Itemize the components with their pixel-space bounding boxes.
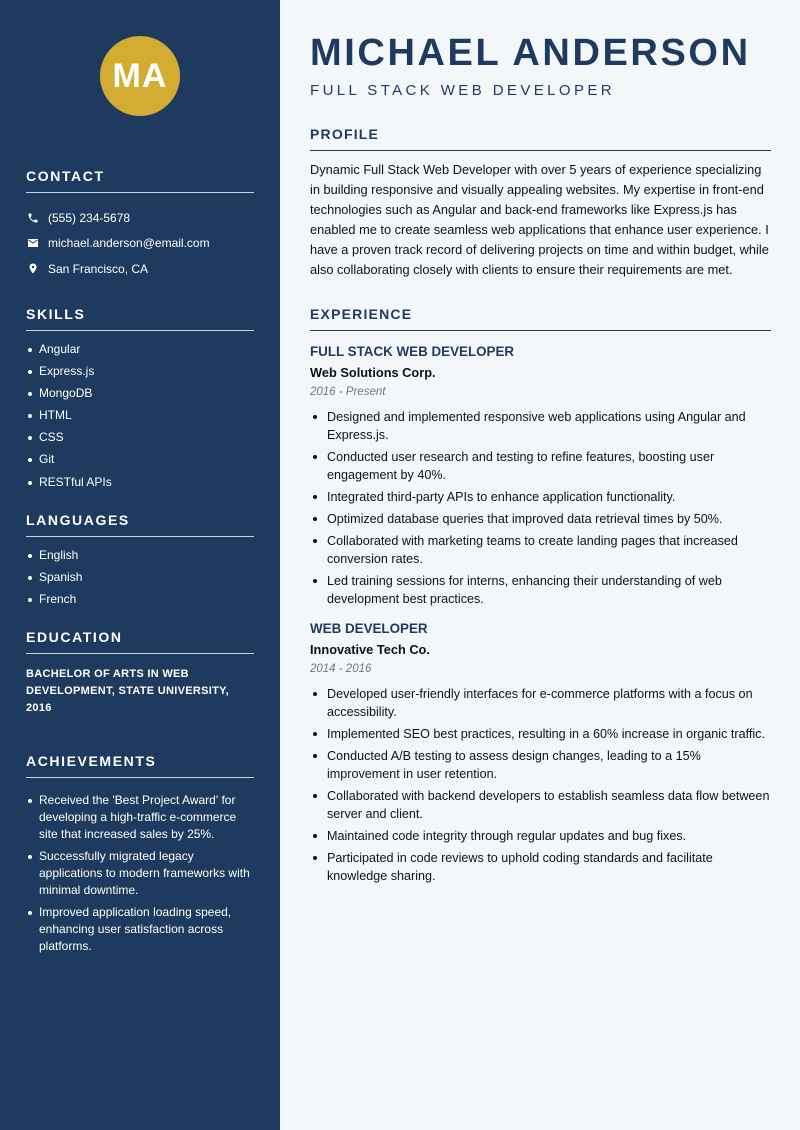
phone-icon (26, 211, 40, 225)
skills-heading: SKILLS (26, 306, 254, 331)
job-bullet: Integrated third-party APIs to enhance application functionality. (310, 488, 771, 506)
language-item: Spanish (26, 569, 254, 586)
job-dates: 2016 - Present (310, 386, 386, 398)
education-degree: BACHELOR OF ARTS IN WEB DEVELOPMENT, STATE UNIVERSITY, 2016 (26, 668, 229, 714)
skill-item: Git (26, 451, 254, 468)
contact-email (26, 231, 254, 257)
achievement-item: Successfully migrated legacy applications to modern frameworks with minimal downtime. (26, 848, 254, 899)
achievements-section (26, 753, 254, 955)
job-bullet: Conducted A/B testing to assess design changes, leading to a 15% improvement in user retention. (310, 747, 771, 783)
skills-list (26, 341, 254, 491)
contact-email-text: michael.anderson@email.com (48, 236, 210, 251)
skills-section (26, 306, 254, 491)
job-title: FULL STACK WEB DEVELOPER (310, 344, 515, 359)
job-entry (310, 344, 771, 608)
job-dates: 2014 - 2016 (310, 663, 372, 675)
avatar-initials: MA (112, 56, 168, 95)
profile-section (310, 126, 771, 280)
job-bullet: Participated in code reviews to uphold coding standards and facilitate knowledge sharing. (310, 849, 771, 885)
skill-item: RESTful APIs (26, 474, 254, 491)
skill-item: HTML (26, 407, 254, 424)
skill-item: CSS (26, 429, 254, 446)
job-entry (310, 621, 771, 885)
languages-heading: LANGUAGES (26, 512, 254, 537)
main-content (280, 0, 800, 1130)
achievements-heading: ACHIEVEMENTS (26, 753, 254, 778)
job-title: WEB DEVELOPER (310, 621, 428, 636)
languages-section (26, 512, 254, 608)
achievement-item: Improved application loading speed, enhancing user satisfaction across platforms. (26, 904, 254, 955)
contact-section (26, 168, 254, 282)
language-item: French (26, 591, 254, 608)
contact-location (26, 256, 254, 282)
job-bullet: Designed and implemented responsive web applications using Angular and Express.js. (310, 408, 771, 444)
contact-phone-text: (555) 234-5678 (48, 210, 131, 225)
education-section (26, 629, 254, 717)
job-bullets (310, 685, 771, 885)
location-pin-icon (26, 262, 40, 276)
contact-list (26, 205, 254, 282)
experience-heading: EXPERIENCE (310, 306, 771, 331)
avatar (100, 36, 180, 116)
job-bullet: Conducted user research and testing to refine features, boosting user engagement by 40%. (310, 448, 771, 484)
job-bullet: Collaborated with backend developers to establish seamless data flow between server and client. (310, 787, 771, 823)
candidate-role: FULL STACK WEB DEVELOPER (310, 82, 615, 99)
achievements-list (26, 792, 254, 955)
job-bullet: Maintained code integrity through regular updates and bug fixes. (310, 827, 771, 845)
contact-location-text: San Francisco, CA (48, 261, 149, 276)
skill-item: Express.js (26, 363, 254, 380)
contact-heading: CONTACT (26, 168, 254, 193)
skill-item: MongoDB (26, 385, 254, 402)
languages-list (26, 547, 254, 608)
job-bullet: Led training sessions for interns, enhancing their understanding of web development best practices. (310, 572, 771, 608)
job-bullet: Developed user-friendly interfaces for e-commerce platforms with a focus on accessibility. (310, 685, 771, 721)
job-company: Innovative Tech Co. (310, 642, 430, 657)
email-icon (26, 236, 40, 250)
job-bullets (310, 408, 771, 608)
job-bullet: Implemented SEO best practices, resulting in a 60% increase in organic traffic. (310, 725, 771, 743)
skill-item: Angular (26, 341, 254, 358)
profile-text: Dynamic Full Stack Web Developer with over 5 years of experience specializing in building responsive and visually appealing websites. My expertise in front-end technologies such as Angular and back-end frameworks like Express.js has enabled me to create seamless web applications that enhance user experience. I have a proven track record of delivering projects on time and within budget, while also collaborating closely with clients to ensure their requirements are met. (310, 162, 769, 277)
candidate-name: MICHAEL ANDERSON (310, 32, 751, 74)
achievement-item: Received the 'Best Project Award' for developing a high-traffic e-commerce site that increased sales by 25%. (26, 792, 254, 843)
sidebar (0, 0, 280, 1130)
job-bullet: Collaborated with marketing teams to create landing pages that increased conversion rates. (310, 532, 771, 568)
contact-phone (26, 205, 254, 231)
education-heading: EDUCATION (26, 629, 254, 654)
experience-section (310, 306, 771, 885)
job-company: Web Solutions Corp. (310, 365, 436, 380)
profile-heading: PROFILE (310, 126, 771, 151)
language-item: English (26, 547, 254, 564)
job-bullet: Optimized database queries that improved data retrieval times by 50%. (310, 510, 771, 528)
